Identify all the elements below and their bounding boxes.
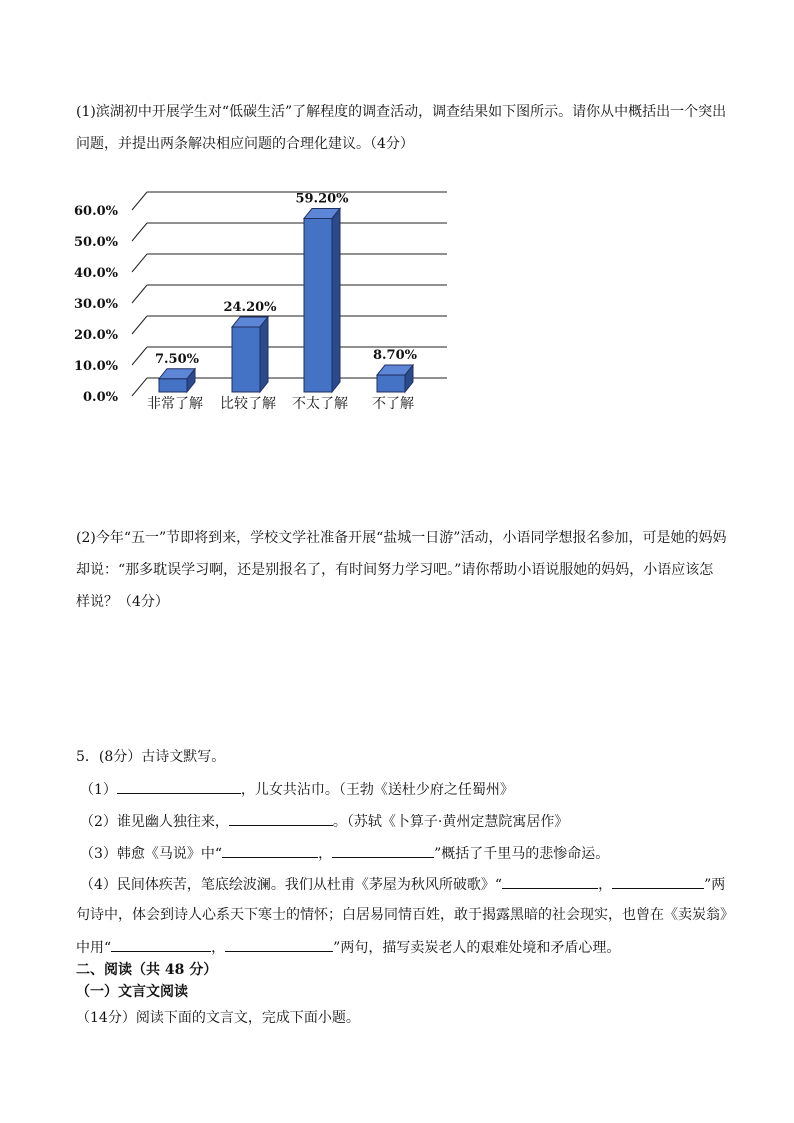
question-5-item2	[80, 810, 568, 832]
question-4-part2-line2: 却说：“那多耽误学习啊，还是别报名了，有时间努力学习吧。”请你帮助小语说服她的妈妈，小语应该怎	[76, 562, 714, 578]
answer-blank-4a[interactable]	[502, 873, 598, 889]
category-label: 不太了解	[292, 396, 348, 412]
question-5-item4-line2: 句诗中，体会到诗人心系天下寒士的情怀；白居易同情百姓，敢于揭露黑暗的社会现实，也曾在《卖炭翁》	[76, 907, 734, 923]
category-label: 比较了解	[220, 396, 276, 412]
gridline-depth	[132, 254, 147, 272]
y-tick-label: 50.0%	[73, 235, 118, 250]
bar	[377, 375, 405, 392]
question-4-part2-line3: 样说？（4分）	[76, 594, 169, 610]
question-5-item4-line1	[80, 873, 725, 895]
gridline-depth	[132, 347, 147, 365]
answer-blank-3a[interactable]	[222, 842, 318, 858]
y-tick-label: 20.0%	[73, 328, 118, 343]
answer-blank-3b[interactable]	[332, 842, 434, 858]
item2-text-a: （2）谁见幽人独往来，	[80, 814, 229, 830]
answer-blank-4d[interactable]	[225, 936, 333, 952]
answer-blank-1[interactable]	[117, 778, 241, 794]
item3-text-c: ”概括了千里马的悲惨命运。	[434, 846, 610, 862]
item3-text-a: （3）韩愈《马说》中“	[80, 846, 223, 862]
item4-text-c: ”两	[704, 877, 726, 893]
item4-line3-comma: ，	[211, 940, 226, 956]
y-tick-label: 10.0%	[73, 359, 118, 374]
data-label: 8.70%	[372, 348, 418, 364]
survey-bar-chart	[0, 160, 794, 430]
chart-y-tick-labels	[74, 204, 119, 405]
item2-text-b: 。（苏轼《卜算子·黄州定慧院寓居作》	[332, 814, 569, 830]
item4-line3-text-c: ”两句，描写卖炭老人的艰难处境和矛盾心理。	[333, 940, 621, 956]
answer-blank-4c[interactable]	[111, 936, 211, 952]
gridline-depth	[132, 192, 147, 210]
item3-comma: ，	[318, 846, 333, 862]
gridline-depth	[132, 378, 147, 396]
data-label: 24.20%	[223, 299, 277, 315]
question-5-title: 5．(8分）古诗文默写。	[76, 749, 226, 765]
question-4-part1-line2: 问题，并提出两条解决相应问题的合理化建议。（4分）	[76, 136, 414, 152]
y-tick-label: 40.0%	[73, 266, 118, 281]
question-4-part1-line1: (1)滨湖初中开展学生对“低碳生活”了解程度的调查活动，调查结果如下图所示。请你从中概括出一个突出	[76, 104, 727, 120]
bar-side	[260, 317, 268, 392]
item4-text-a: （4）民间体疾苦，笔底绘波澜。我们从杜甫《茅屋为秋风所破歌》“	[80, 877, 503, 893]
item4-comma: ，	[598, 877, 613, 893]
category-label: 不了解	[372, 396, 414, 412]
bar	[304, 218, 332, 392]
item1-text: ，儿女共沾巾。（王勃《送杜少府之任蜀州》	[240, 782, 514, 798]
category-label: 非常了解	[147, 396, 203, 412]
bar	[232, 327, 260, 392]
data-label: 59.20%	[295, 191, 349, 207]
section-2-subtitle: （一）文言文阅读	[76, 984, 188, 1000]
gridline-depth	[132, 316, 147, 334]
answer-blank-4b[interactable]	[612, 873, 704, 889]
answer-blank-2[interactable]	[229, 810, 333, 826]
y-tick-label: 60.0%	[73, 204, 118, 219]
section-2-title: 二、阅读（共 48 分）	[76, 962, 218, 978]
question-5-item1	[80, 778, 514, 800]
chart-category-labels	[147, 395, 414, 412]
question-5-item4-line3	[76, 936, 620, 958]
gridline-depth	[132, 285, 147, 303]
bar-side	[332, 208, 340, 392]
chart-data-labels	[155, 191, 418, 366]
item1-number: （1）	[80, 782, 117, 798]
bar	[159, 379, 187, 392]
gridline-depth	[132, 223, 147, 241]
y-tick-label: 30.0%	[73, 297, 118, 312]
data-label: 7.50%	[154, 351, 200, 367]
item4-line3-text-a: 中用“	[76, 940, 112, 956]
question-4-part2-line1: (2)今年“五一”节即将到来，学校文学社准备开展“盐城一日游”活动，小语同学想报名参加，可是她的妈妈	[76, 530, 727, 546]
question-5-item3	[80, 842, 609, 864]
section-2-instruction: （14分）阅读下面的文言文，完成下面小题。	[76, 1010, 360, 1026]
y-tick-label: 0.0%	[83, 390, 118, 405]
